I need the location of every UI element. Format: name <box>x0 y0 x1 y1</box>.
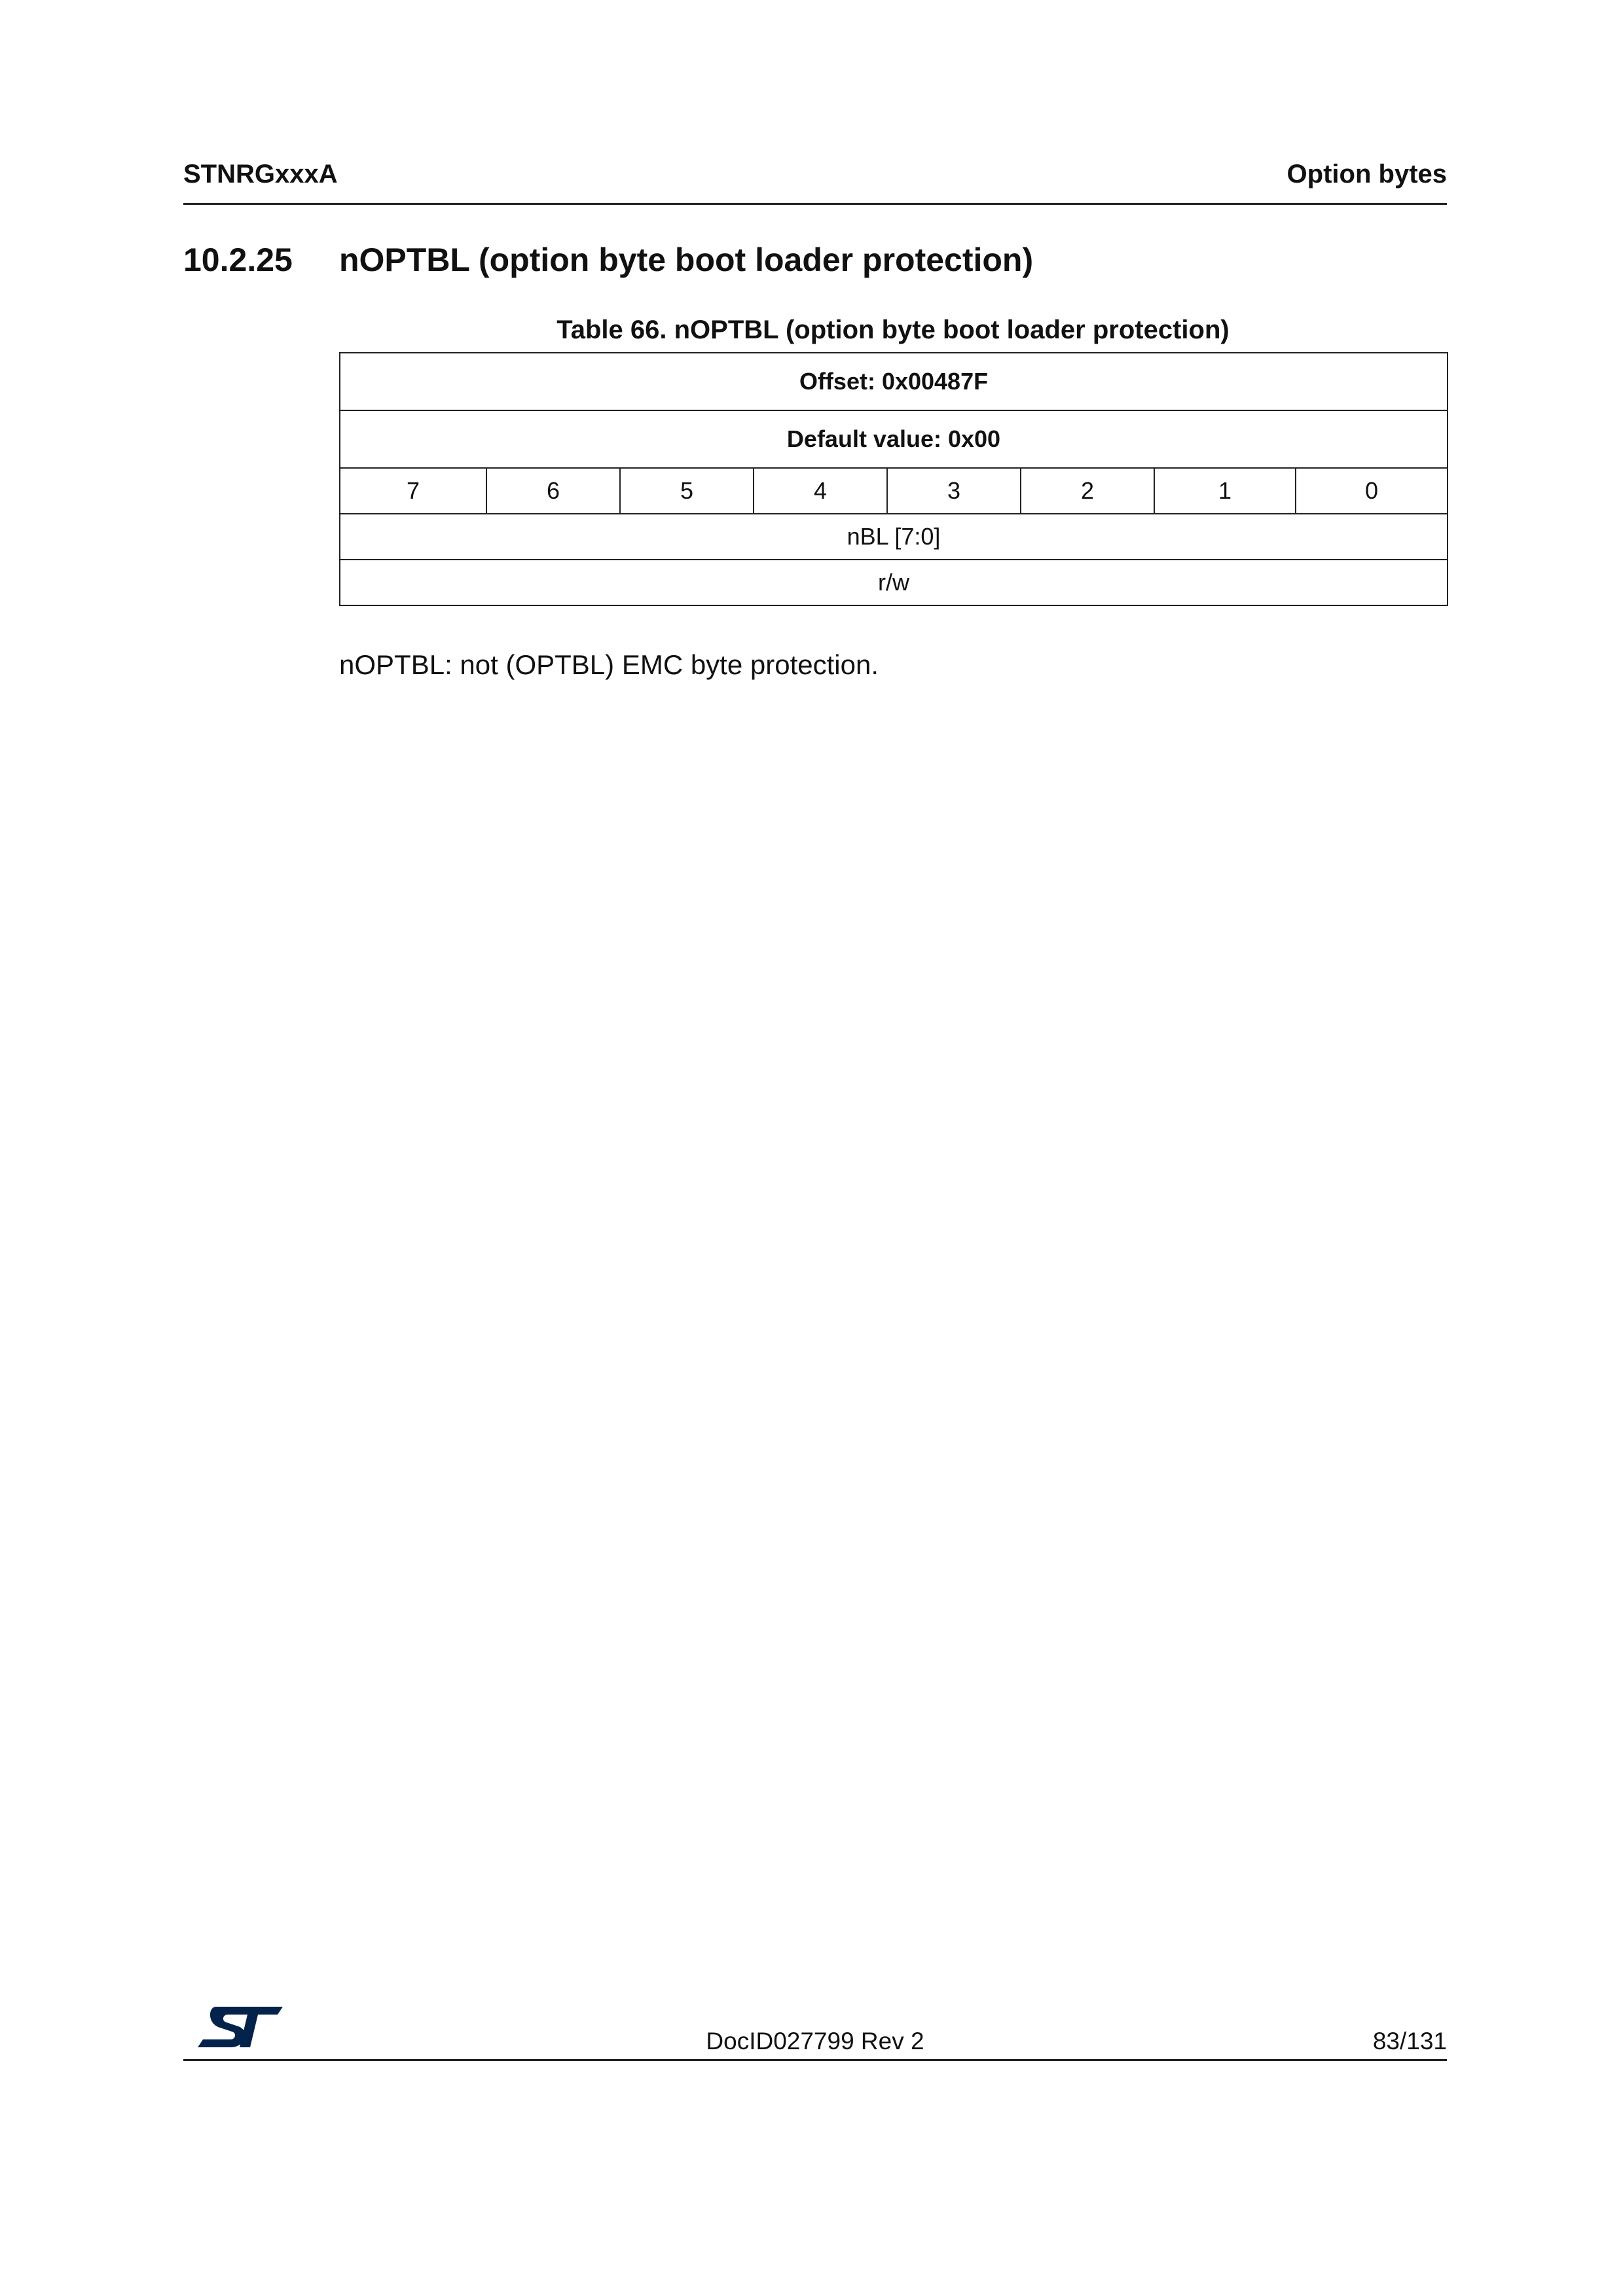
table-caption: Table 66. nOPTBL (option byte boot loader protection) <box>556 315 1230 344</box>
header-product-name: STNRGxxxA <box>183 160 338 188</box>
field-cell: nBL [7:0] <box>340 514 1448 560</box>
header-chapter-title: Option bytes <box>1286 160 1447 188</box>
bit-cell: 5 <box>620 468 754 514</box>
page-number: 83/131 <box>1372 2028 1447 2054</box>
register-description: nOPTBL: not (OPTBL) EMC byte protection. <box>339 649 879 680</box>
bit-cell: 6 <box>486 468 620 514</box>
default-value-row <box>340 410 1448 468</box>
bit-cell: 2 <box>1021 468 1154 514</box>
bit-cell: 1 <box>1154 468 1296 514</box>
field-row <box>340 514 1448 560</box>
offset-row <box>340 353 1448 410</box>
bit-cell: 3 <box>887 468 1021 514</box>
document-id: DocID027799 Rev 2 <box>706 2028 924 2054</box>
section-number: 10.2.25 <box>183 242 293 278</box>
section-heading <box>183 241 1033 279</box>
bit-cell: 7 <box>340 468 486 514</box>
page-header <box>183 157 1447 205</box>
bit-number-row <box>340 468 1448 514</box>
register-table <box>339 352 1448 606</box>
default-value-cell: Default value: 0x00 <box>340 410 1448 468</box>
bit-cell: 0 <box>1296 468 1448 514</box>
bit-cell: 4 <box>754 468 887 514</box>
access-cell: r/w <box>340 560 1448 605</box>
page-footer <box>183 2003 1447 2061</box>
access-row <box>340 560 1448 605</box>
section-title: nOPTBL (option byte boot loader protection) <box>339 242 1034 278</box>
offset-cell: Offset: 0x00487F <box>340 353 1448 410</box>
